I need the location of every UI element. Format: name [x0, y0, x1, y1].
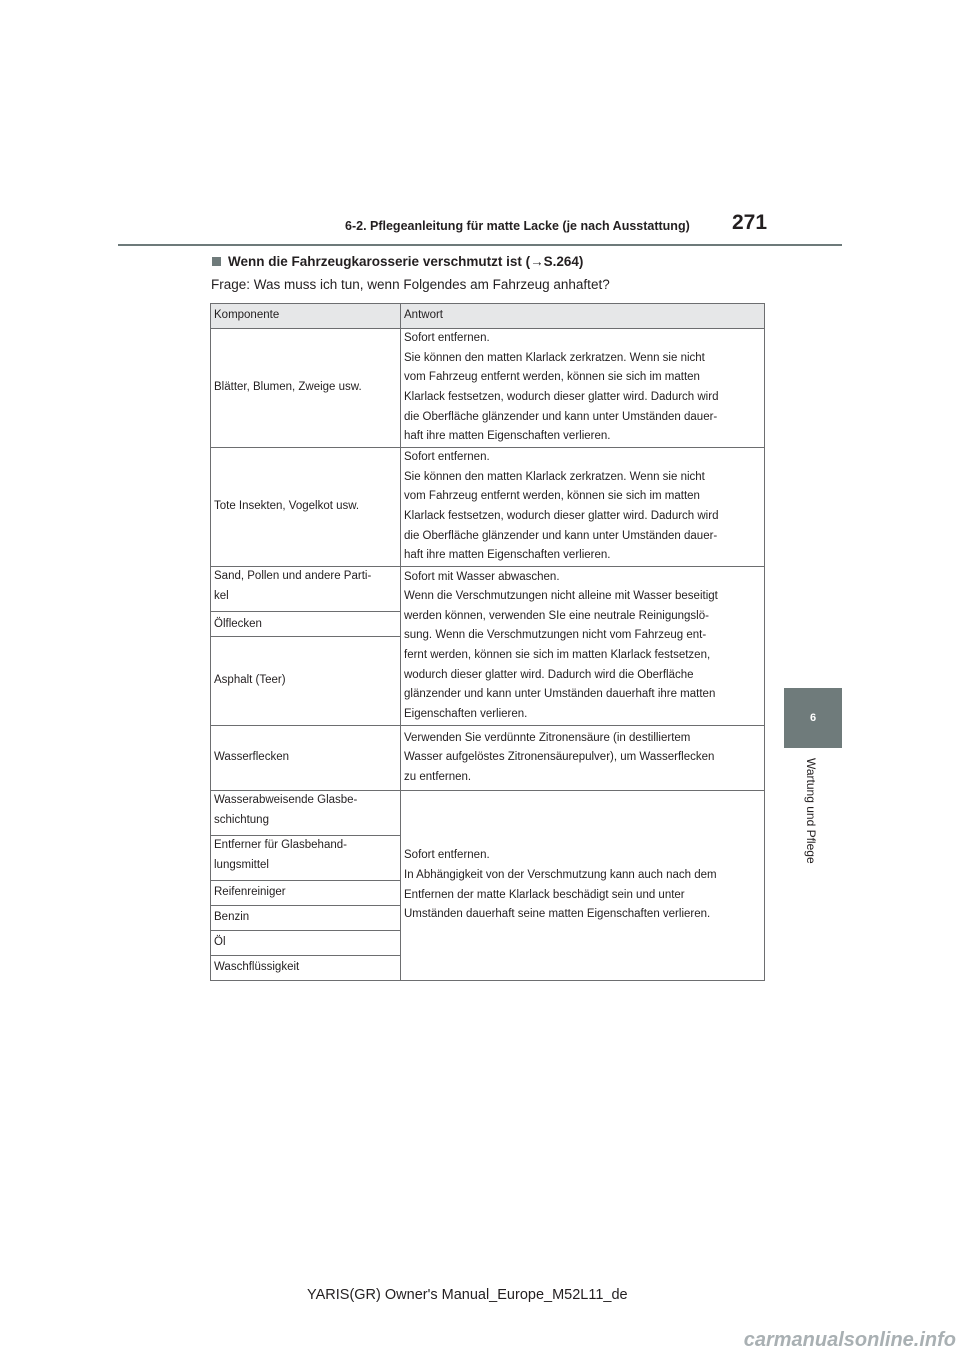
component-cell: [211, 881, 401, 906]
component-cell: [211, 612, 401, 637]
cell-line: Sofort entfernen.: [404, 451, 490, 464]
cell-line: Sie können den matten Klarlack zerkratzen. Wenn sie nicht: [404, 470, 705, 483]
cell-line: Sofort entfernen.: [404, 332, 490, 345]
cell-line: Klarlack festsetzen, wodurch dieser glatter wird. Dadurch wird: [404, 510, 719, 522]
cell-line: zu entfernen.: [404, 770, 472, 783]
header-divider: [118, 244, 842, 246]
cell-line: Ölflecken: [214, 617, 262, 630]
cell-line: schichtung: [214, 813, 269, 826]
cell-line: fernt werden, können sie sich im matten Klarlack festsetzen,: [404, 649, 711, 661]
cell-line: Klarlack festsetzen, wodurch dieser glatter wird. Dadurch wird: [404, 391, 719, 403]
cell-line: Entferner für Glasbehand-: [214, 839, 347, 851]
answer-cell: [401, 567, 765, 726]
answer-cell: [401, 329, 765, 448]
cell-line: werden können, verwenden SIe eine neutrale Reinigungslö-: [404, 609, 709, 622]
component-cell: [211, 906, 401, 931]
table-row: [211, 791, 765, 836]
cell-line: Waschflüssigkeit: [214, 961, 300, 974]
section-heading-text: Wenn die Fahrzeugkarosserie verschmutzt ist (→S.264): [228, 254, 584, 269]
cell-line: vom Fahrzeug entfernt werden, können sie sich im matten: [404, 490, 700, 503]
cell-line: Sofort mit Wasser abwaschen.: [404, 570, 560, 583]
chapter-number: 6: [809, 712, 817, 724]
component-cell: [211, 726, 401, 791]
watermark: carmanualsonline.info: [743, 1329, 956, 1351]
header-answer: Antwort: [401, 304, 765, 329]
cell-line: haft ihre matten Eigenschaften verlieren.: [404, 430, 611, 443]
component-cell: [211, 931, 401, 956]
cell-line: Öl: [214, 936, 226, 949]
table-header-row: [211, 304, 765, 329]
component-cell: [211, 791, 401, 836]
section-header: 6-2. Pflegeanleitung für matte Lacke (je nach Ausstattung): [345, 219, 690, 233]
table-row: [211, 448, 765, 567]
cell-line: Wasserabweisende Glasbe-: [214, 794, 358, 806]
question-text: Frage: Was muss ich tun, wenn Folgendes am Fahrzeug anhaftet?: [211, 277, 610, 292]
cell-line: vom Fahrzeug entfernt werden, können sie sich im matten: [404, 371, 700, 384]
cell-line: Wenn die Verschmutzungen nicht alleine mit Wasser beseitigt: [404, 590, 718, 603]
cell-line: wodurch dieser glatter wird. Dadurch wird die Oberfläche: [404, 668, 694, 681]
page-number: 271: [732, 211, 768, 234]
answer-cell: [401, 726, 765, 791]
section-heading: [212, 254, 583, 269]
component-cell: [211, 836, 401, 881]
component-cell: [211, 448, 401, 567]
cell-line: Benzin: [214, 911, 250, 924]
cell-line: Sie können den matten Klarlack zerkratzen. Wenn sie nicht: [404, 351, 705, 364]
cell-line: Reifenreiniger: [214, 886, 286, 899]
answer-cell: [401, 791, 765, 981]
cell-line: Sofort entfernen.: [404, 849, 490, 862]
table-row: [211, 567, 765, 612]
cell-line: Asphalt (Teer): [214, 674, 286, 687]
table-row: [211, 726, 765, 791]
component-cell: [211, 956, 401, 981]
cell-line: die Oberfläche glänzender und kann unter Umständen dauer-: [404, 410, 718, 423]
square-bullet-icon: [212, 257, 221, 266]
chapter-title: Wartung und Pflege: [804, 758, 818, 864]
care-table: [210, 303, 765, 981]
cell-line: Tote Insekten, Vogelkot usw.: [214, 500, 360, 513]
table-row: [211, 329, 765, 448]
cell-line: glänzender und kann unter Umständen dauerhaft ihre matten: [404, 688, 716, 701]
cell-line: Blätter, Blumen, Zweige usw.: [214, 381, 362, 394]
chapter-tab: [784, 688, 842, 748]
cell-line: haft ihre matten Eigenschaften verlieren.: [404, 549, 611, 562]
cell-line: lungsmittel: [214, 858, 269, 871]
component-cell: [211, 329, 401, 448]
cell-line: sung. Wenn die Verschmutzungen nicht vom Fahrzeug ent-: [404, 629, 707, 642]
cell-line: Wasserflecken: [214, 751, 289, 764]
cell-line: Entfernen der matte Klarlack beschädigt sein und unter: [404, 888, 685, 901]
cell-line: In Abhängigkeit von der Verschmutzung kann auch nach dem: [404, 868, 717, 881]
component-cell: [211, 567, 401, 612]
component-cell: [211, 637, 401, 726]
cell-line: Eigenschaften verlieren.: [404, 707, 528, 720]
answer-cell: [401, 448, 765, 567]
cell-line: die Oberfläche glänzender und kann unter Umständen dauer-: [404, 529, 718, 542]
cell-line: Umständen dauerhaft seine matten Eigenschaften verlieren.: [404, 908, 711, 921]
cell-line: Wasser aufgelöstes Zitronensäurepulver), um Wasserflecken: [404, 751, 715, 764]
header-component: Komponente: [211, 304, 401, 329]
cell-line: Verwenden Sie verdünnte Zitronensäure (in destilliertem: [404, 731, 691, 744]
cell-line: Sand, Pollen und andere Parti-: [214, 570, 372, 582]
cell-line: kel: [214, 589, 229, 602]
footer-manual-id: YARIS(GR) Owner's Manual_Europe_M52L11_de: [307, 1287, 628, 1303]
